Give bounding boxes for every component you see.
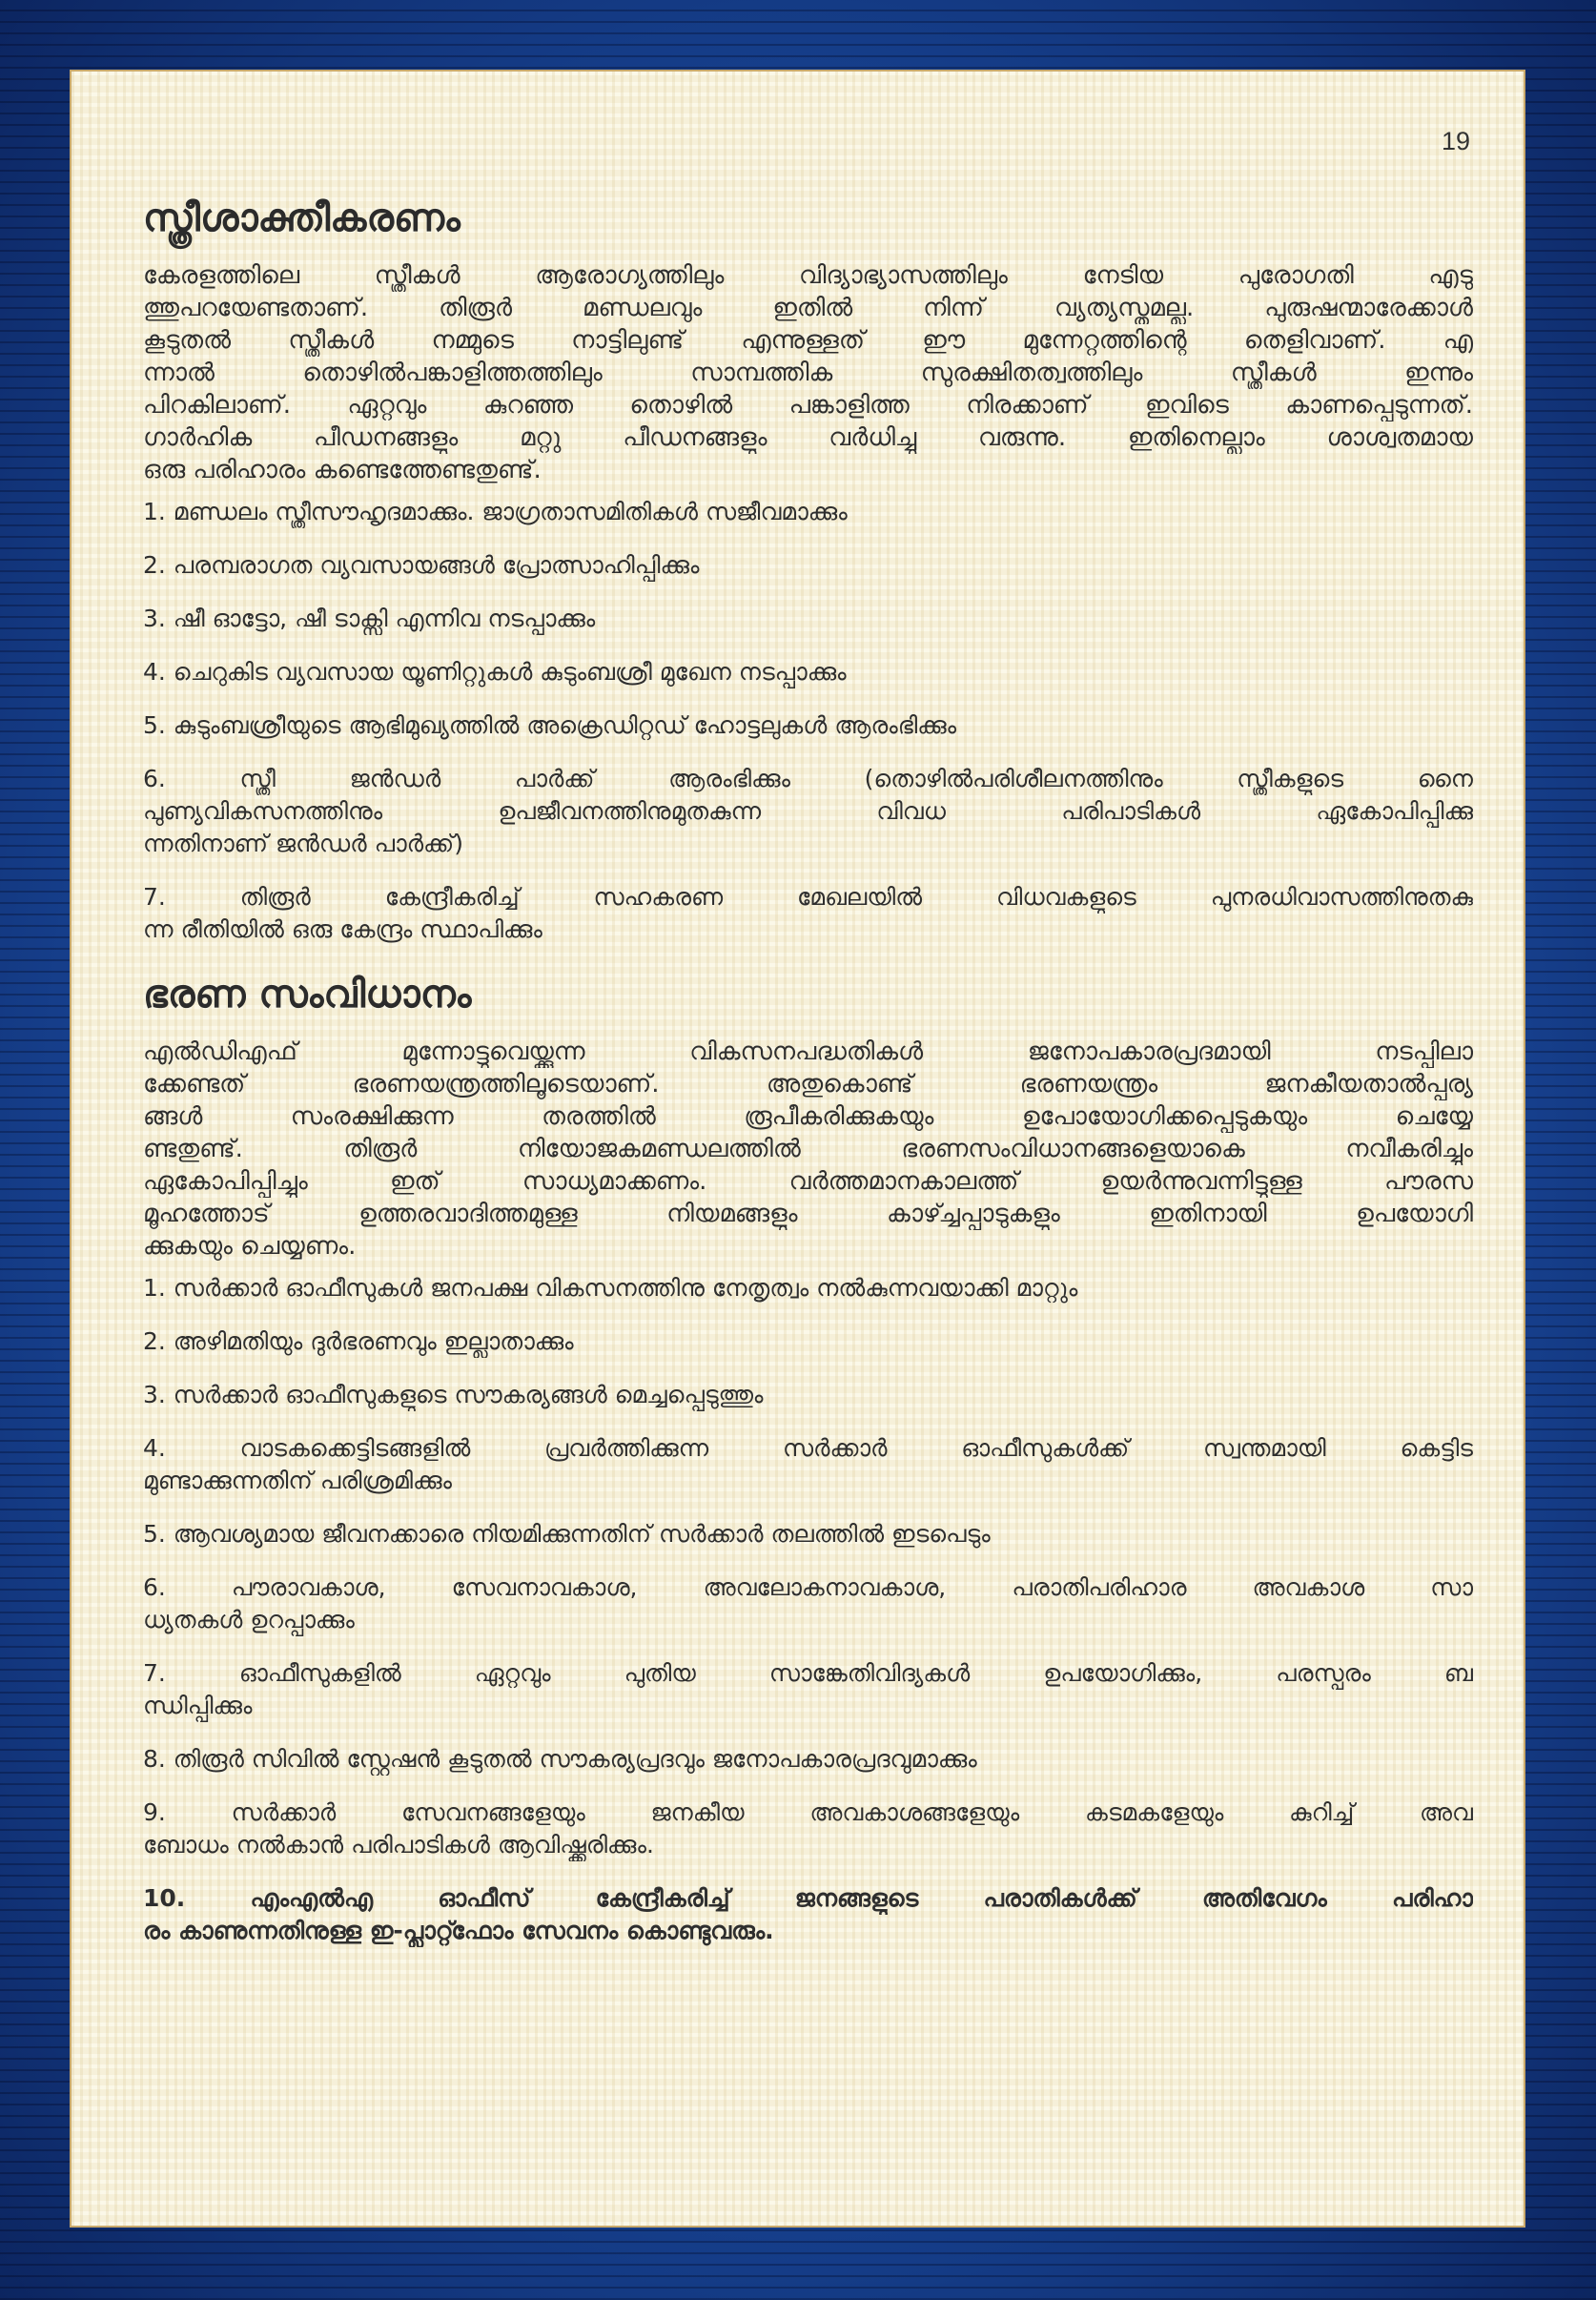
list-item: [143, 881, 1473, 946]
list-item: [143, 1518, 1473, 1550]
paragraph-line: ക്കേണ്ടത് ഭരണയന്ത്രത്തിലൂടെയാണ്. അതുകൊണ്ട് ഭരണയന്ത്രം ജനകീയതാൽപ്പര്യ: [143, 1070, 1473, 1099]
list-item-line: 10. എംഎൽഎ ഓഫീസ് കേന്ദ്രീകരിച്ച് ജനങ്ങളുടെ പരാതികൾക്ക് അതിവേഗം പരിഹാ: [143, 1884, 1473, 1912]
list-item-line: ന്നതിനാണ് ജൻഡർ പാർക്ക്): [143, 830, 463, 857]
list-item-line: 9. സർക്കാർ സേവനങ്ങളേയും ജനകീയ അവകാശങ്ങളേയും കടമകളേയും കുറിച്ച് അവ: [143, 1798, 1473, 1826]
list-item-line: 3. സർക്കാർ ഓഫീസുകളുടെ സൗകര്യങ്ങൾ മെച്ചപ്പെടുത്തും: [143, 1381, 764, 1408]
list-item-line: 4. വാടകക്കെട്ടിടങ്ങളിൽ പ്രവർത്തിക്കുന്ന സർക്കാർ ഓഫീസുകൾക്ക് സ്വന്തമായി കെട്ടിട: [143, 1434, 1473, 1462]
list-item: [143, 1571, 1473, 1636]
list-item: [143, 1325, 1473, 1358]
list-item-highlighted: [143, 1882, 1473, 1947]
paragraph-line: ഒരു പരിഹാരം കണ്ടെത്തേണ്ടതുണ്ട്.: [143, 456, 542, 484]
paragraph-line: ഏകോപിപ്പിച്ചും ഇത് സാധ്യമാക്കണം. വർത്തമാനകാലത്ത് ഉയർന്നുവന്നിട്ടുള്ള പൗരസ: [143, 1167, 1473, 1196]
paragraph-line: ണ്ടതുണ്ട്. തിരൂർ നിയോജകമണ്ഡലത്തിൽ ഭരണസംവിധാനങ്ങളെയാകെ നവീകരിച്ചും: [143, 1135, 1473, 1163]
paragraph-line: പിറകിലാണ്. ഏറ്റവും കുറഞ്ഞ തൊഴിൽ പങ്കാളിത്ത നിരക്കാണ് ഇവിടെ കാണപ്പെടുന്നത്.: [143, 391, 1473, 420]
list-item: [143, 709, 1473, 742]
list-item-line: 7. ഓഫീസുകളിൽ ഏറ്റവും പുതിയ സാങ്കേതിവിദ്യകൾ ഉപയോഗിക്കും, പരസ്പരം ബ: [143, 1659, 1473, 1687]
list-item-line: പുണ്യവികസനത്തിനും ഉപജീവനത്തിനുമുതകുന്ന വിവധ പരിപാടികൾ ഏകോപിപ്പിക്കു: [143, 797, 1473, 825]
list-item-line: 6. പൗരാവകാശ, സേവനാവകാശ, അവലോകനാവകാശ, പരാതിപരിഹാര അവകാശ സാ: [143, 1573, 1473, 1601]
list-item: [143, 763, 1473, 860]
paragraph-line: കേരളത്തിലെ സ്ത്രീകൾ ആരോഗ്യത്തിലും വിദ്യാഭ്യാസത്തിലും നേടിയ പുരോഗതി എടു: [143, 261, 1473, 290]
page-content: [143, 191, 1473, 1968]
list-item-line: 3. ഷീ ഓട്ടോ, ഷീ ടാക്സി എന്നിവ നടപ്പാക്കും: [143, 605, 596, 632]
list-item-line: 4. ചെറുകിട വ്യവസായ യൂണിറ്റുകൾ കുടുംബശ്രീ മുഖേന നടപ്പാക്കും: [143, 658, 847, 686]
list-item-line: ധ്യതകൾ ഉറപ്പാക്കും: [143, 1606, 355, 1633]
list-item-line: 2. പരമ്പരാഗത വ്യവസായങ്ങൾ പ്രോത്സാഹിപ്പിക്കും: [143, 551, 700, 579]
section-heading: ഭരണ സംവിധാനം: [143, 973, 472, 1017]
paragraph-line: കൂടുതൽ സ്ത്രീകൾ നമ്മുടെ നാട്ടിലുണ്ട് എന്നുള്ളത് ഈ മുന്നേറ്റത്തിന്റെ തെളിവാണ്. എ: [143, 326, 1473, 355]
list-item: [143, 1657, 1473, 1722]
list-item: [143, 656, 1473, 688]
list-item: [143, 1272, 1473, 1304]
page-number: 19: [1442, 127, 1471, 155]
section-women-empowerment: [143, 191, 1473, 946]
list-item-line: 5. കുടുംബശ്രീയുടെ ആഭിമുഖ്യത്തിൽ അക്രെഡിറ്റഡ് ഹോട്ടലുകൾ ആരംഭിക്കും: [143, 711, 957, 739]
paragraph-line: ത്തുപറയേണ്ടതാണ്. തിരൂർ മണ്ഡലവും ഇതിൽ നിന്ന് വ്യത്യസ്തമല്ല. പുരുഷന്മാരേക്കാൾ: [143, 294, 1473, 322]
list-item-line: 8. തിരൂർ സിവിൽ സ്റ്റേഷൻ കൂടുതൽ സൗകര്യപ്രദവും ജനോപകാരപ്രദവുമാക്കും: [143, 1745, 977, 1773]
action-list: [143, 1272, 1473, 1947]
list-item: [143, 496, 1473, 528]
list-item-line: 1. സർക്കാർ ഓഫീസുകൾ ജനപക്ഷ വികസനത്തിനു നേതൃത്വം നൽകുന്നവയാക്കി മാറ്റും: [143, 1274, 1078, 1302]
list-item-line: 1. മണ്ഡലം സ്ത്രീസൗഹൃദമാക്കും. ജാഗ്രതാസമിതികൾ സജീവമാക്കും: [143, 498, 848, 525]
section-governance: [143, 967, 1473, 1947]
list-item: [143, 1797, 1473, 1861]
list-item: [143, 1379, 1473, 1411]
list-item: [143, 1743, 1473, 1776]
paragraph-line: ന്നാൽ തൊഴിൽപങ്കാളിത്തത്തിലും സാമ്പത്തിക സുരക്ഷിതത്വത്തിലും സ്ത്രീകൾ ഇന്നും: [143, 359, 1473, 387]
paragraph-line: ഗാർഹിക പീഡനങ്ങളും മറ്റു പീഡനങ്ങളും വർധിച്ചു വരുന്നു. ഇതിനെല്ലാം ശാശ്വതമായ: [143, 423, 1473, 452]
list-item-line: രം കാണുന്നതിനുള്ള ഇ-പ്ലാറ്റ്ഫോം സേവനം കൊണ്ടുവരും.: [143, 1917, 774, 1944]
list-item: [143, 1432, 1473, 1497]
section-paragraph: [143, 259, 1473, 486]
list-item-line: 5. ആവശ്യമായ ജീവനക്കാരെ നിയമിക്കുന്നതിന് സർക്കാർ തലത്തിൽ ഇടപെടും: [143, 1520, 991, 1548]
list-item: [143, 603, 1473, 635]
paragraph-line: മൂഹത്തോട് ഉത്തരവാദിത്തമുള്ള നിയമങ്ങളും കാഴ്ച്ചപ്പാടുകളും ഇതിനായി ഉപയോഗി: [143, 1200, 1473, 1228]
list-item-line: ന്ധിപ്പിക്കും: [143, 1692, 253, 1719]
list-item-line: 2. അഴിമതിയും ദുർഭരണവും ഇല്ലാതാക്കും: [143, 1327, 574, 1355]
list-item-line: 6. സ്ത്രീ ജൻഡർ പാർക്ക് ആരംഭിക്കും (തൊഴിൽപരിശീലനത്തിനും സ്ത്രീകളുടെ നൈ: [143, 765, 1473, 792]
list-item: [143, 549, 1473, 582]
list-item-line: 7. തിരൂർ കേന്ദ്രീകരിച്ച് സഹകരണ മേഖലയിൽ വിധവകളുടെ പുനരധിവാസത്തിനുതകു: [143, 883, 1473, 911]
section-heading: സ്ത്രീശാക്തീകരണം: [143, 196, 460, 240]
list-item-line: ന്ന രീതിയിൽ ഒരു കേന്ദ്രം സ്ഥാപിക്കും: [143, 915, 542, 943]
action-list: [143, 496, 1473, 946]
list-item-line: ബോധം നൽകാൻ പരിപാടികൾ ആവിഷ്ക്കരിക്കും.: [143, 1831, 654, 1858]
paragraph-line: എൽഡിഎഫ് മുന്നോട്ടുവെയ്ക്കുന്ന വികസനപദ്ധതികൾ ജനോപകാരപ്രദമായി നടപ്പിലാ: [143, 1037, 1473, 1066]
list-item-line: മുണ്ടാക്കുന്നതിന് പരിശ്രമിക്കും: [143, 1467, 452, 1494]
section-paragraph: [143, 1036, 1473, 1263]
paragraph-line: ക്കുകയും ചെയ്യണം.: [143, 1232, 357, 1261]
paragraph-line: ങ്ങൾ സംരക്ഷിക്കുന്ന തരത്തിൽ രൂപീകരിക്കുകയും ഉപോയോഗിക്കപ്പെടുകയും ചെയ്യേ: [143, 1102, 1473, 1131]
